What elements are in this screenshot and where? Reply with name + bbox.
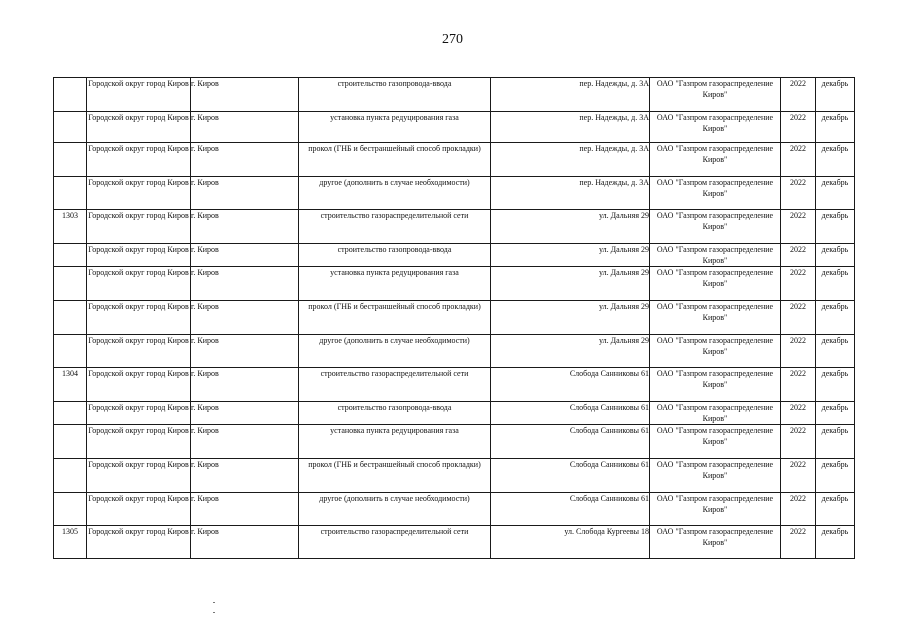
- organization-cell: ОАО "Газпром газораспределение Киров": [650, 368, 781, 402]
- organization-cell: ОАО "Газпром газораспределение Киров": [650, 210, 781, 244]
- row-number: [54, 335, 87, 368]
- table-row: [54, 78, 855, 112]
- address-cell: Слобода Санниковы 61: [491, 425, 650, 459]
- month-cell: декабрь: [816, 459, 855, 493]
- month-cell: декабрь: [816, 143, 855, 177]
- municipality-cell: Городской округ город Киров: [87, 244, 191, 267]
- work-type-cell: установка пункта редуцирования газа: [299, 267, 491, 301]
- row-number: [54, 143, 87, 177]
- work-type-cell: установка пункта редуцирования газа: [299, 112, 491, 143]
- organization-cell: ОАО "Газпром газораспределение Киров": [650, 143, 781, 177]
- year-cell: 2022: [781, 301, 816, 335]
- organization-cell: ОАО "Газпром газораспределение Киров": [650, 526, 781, 559]
- city-cell: г. Киров: [191, 112, 299, 143]
- city-cell: г. Киров: [191, 493, 299, 526]
- organization-cell: ОАО "Газпром газораспределение Киров": [650, 177, 781, 210]
- month-cell: декабрь: [816, 112, 855, 143]
- month-cell: декабрь: [816, 493, 855, 526]
- city-cell: г. Киров: [191, 244, 299, 267]
- organization-cell: ОАО "Газпром газораспределение Киров": [650, 493, 781, 526]
- row-number: [54, 459, 87, 493]
- table-row: [54, 368, 855, 402]
- row-number: [54, 493, 87, 526]
- row-number: [54, 425, 87, 459]
- municipality-cell: Городской округ город Киров: [87, 402, 191, 425]
- month-cell: декабрь: [816, 244, 855, 267]
- year-cell: 2022: [781, 177, 816, 210]
- address-cell: Слобода Санниковы 61: [491, 459, 650, 493]
- month-cell: декабрь: [816, 78, 855, 112]
- year-cell: 2022: [781, 335, 816, 368]
- month-cell: декабрь: [816, 301, 855, 335]
- table-row: [54, 459, 855, 493]
- year-cell: 2022: [781, 267, 816, 301]
- row-number: [54, 301, 87, 335]
- work-type-cell: строительство газопровода-ввода: [299, 402, 491, 425]
- municipality-cell: Городской округ город Киров: [87, 112, 191, 143]
- city-cell: г. Киров: [191, 210, 299, 244]
- city-cell: г. Киров: [191, 78, 299, 112]
- year-cell: 2022: [781, 368, 816, 402]
- work-type-cell: строительство газораспределительной сети: [299, 210, 491, 244]
- row-number: [54, 112, 87, 143]
- address-cell: ул. Дальняя 29: [491, 210, 650, 244]
- year-cell: 2022: [781, 112, 816, 143]
- city-cell: г. Киров: [191, 459, 299, 493]
- municipality-cell: Городской округ город Киров: [87, 459, 191, 493]
- table-row: [54, 143, 855, 177]
- municipality-cell: Городской округ город Киров: [87, 301, 191, 335]
- city-cell: г. Киров: [191, 526, 299, 559]
- address-cell: ул. Слобода Кургеевы 18: [491, 526, 650, 559]
- organization-cell: ОАО "Газпром газораспределение Киров": [650, 267, 781, 301]
- table-row: [54, 493, 855, 526]
- address-cell: Слобода Санниковы 61: [491, 402, 650, 425]
- municipality-cell: Городской округ город Киров: [87, 526, 191, 559]
- municipality-cell: Городской округ город Киров: [87, 78, 191, 112]
- month-cell: декабрь: [816, 335, 855, 368]
- table-row: [54, 210, 855, 244]
- year-cell: 2022: [781, 210, 816, 244]
- work-type-cell: установка пункта редуцирования газа: [299, 425, 491, 459]
- address-cell: Слобода Санниковы 61: [491, 368, 650, 402]
- municipality-cell: Городской округ город Киров: [87, 210, 191, 244]
- work-type-cell: другое (дополнить в случае необходимости): [299, 335, 491, 368]
- city-cell: г. Киров: [191, 143, 299, 177]
- work-type-cell: другое (дополнить в случае необходимости): [299, 493, 491, 526]
- row-number: [54, 402, 87, 425]
- month-cell: декабрь: [816, 267, 855, 301]
- municipality-cell: Городской округ город Киров: [87, 425, 191, 459]
- work-type-cell: другое (дополнить в случае необходимости): [299, 177, 491, 210]
- row-number: [54, 267, 87, 301]
- municipality-cell: Городской округ город Киров: [87, 177, 191, 210]
- address-cell: ул. Дальняя 29: [491, 244, 650, 267]
- address-cell: пер. Надежды, д. 3А: [491, 143, 650, 177]
- year-cell: 2022: [781, 402, 816, 425]
- table-row: [54, 244, 855, 267]
- address-cell: Слобода Санниковы 61: [491, 493, 650, 526]
- organization-cell: ОАО "Газпром газораспределение Киров": [650, 78, 781, 112]
- city-cell: г. Киров: [191, 177, 299, 210]
- year-cell: 2022: [781, 459, 816, 493]
- address-cell: пер. Надежды, д. 3А: [491, 78, 650, 112]
- municipality-cell: Городской округ город Киров: [87, 143, 191, 177]
- month-cell: декабрь: [816, 526, 855, 559]
- organization-cell: ОАО "Газпром газораспределение Киров": [650, 335, 781, 368]
- scan-speck: [213, 612, 215, 613]
- address-cell: ул. Дальняя 29: [491, 267, 650, 301]
- municipality-cell: Городской округ город Киров: [87, 493, 191, 526]
- table-row: [54, 267, 855, 301]
- work-type-cell: строительство газопровода-ввода: [299, 78, 491, 112]
- work-type-cell: строительство газораспределительной сети: [299, 526, 491, 559]
- year-cell: 2022: [781, 244, 816, 267]
- address-cell: пер. Надежды, д. 3А: [491, 177, 650, 210]
- organization-cell: ОАО "Газпром газораспределение Киров": [650, 402, 781, 425]
- table-row: [54, 177, 855, 210]
- row-number: 1305: [54, 526, 87, 559]
- year-cell: 2022: [781, 526, 816, 559]
- works-table: [53, 77, 855, 559]
- month-cell: декабрь: [816, 425, 855, 459]
- address-cell: ул. Дальняя 29: [491, 335, 650, 368]
- organization-cell: ОАО "Газпром газораспределение Киров": [650, 112, 781, 143]
- month-cell: декабрь: [816, 210, 855, 244]
- work-type-cell: прокол (ГНБ и бестраншейный способ прокладки): [299, 143, 491, 177]
- table-body: [54, 78, 855, 559]
- table-row: [54, 425, 855, 459]
- work-type-cell: строительство газопровода-ввода: [299, 244, 491, 267]
- city-cell: г. Киров: [191, 335, 299, 368]
- city-cell: г. Киров: [191, 368, 299, 402]
- row-number: 1304: [54, 368, 87, 402]
- table-row: [54, 112, 855, 143]
- municipality-cell: Городской округ город Киров: [87, 267, 191, 301]
- year-cell: 2022: [781, 78, 816, 112]
- month-cell: декабрь: [816, 177, 855, 210]
- address-cell: пер. Надежды, д. 3А: [491, 112, 650, 143]
- city-cell: г. Киров: [191, 425, 299, 459]
- row-number: [54, 177, 87, 210]
- table-row: [54, 402, 855, 425]
- municipality-cell: Городской округ город Киров: [87, 335, 191, 368]
- table-row: [54, 301, 855, 335]
- organization-cell: ОАО "Газпром газораспределение Киров": [650, 425, 781, 459]
- work-type-cell: прокол (ГНБ и бестраншейный способ прокладки): [299, 301, 491, 335]
- year-cell: 2022: [781, 493, 816, 526]
- year-cell: 2022: [781, 143, 816, 177]
- scan-speck: [213, 602, 215, 603]
- organization-cell: ОАО "Газпром газораспределение Киров": [650, 244, 781, 267]
- row-number: [54, 78, 87, 112]
- city-cell: г. Киров: [191, 402, 299, 425]
- municipality-cell: Городской округ город Киров: [87, 368, 191, 402]
- organization-cell: ОАО "Газпром газораспределение Киров": [650, 301, 781, 335]
- organization-cell: ОАО "Газпром газораспределение Киров": [650, 459, 781, 493]
- month-cell: декабрь: [816, 402, 855, 425]
- row-number: 1303: [54, 210, 87, 244]
- city-cell: г. Киров: [191, 301, 299, 335]
- year-cell: 2022: [781, 425, 816, 459]
- work-type-cell: прокол (ГНБ и бестраншейный способ прокладки): [299, 459, 491, 493]
- table-row: [54, 335, 855, 368]
- row-number: [54, 244, 87, 267]
- city-cell: г. Киров: [191, 267, 299, 301]
- month-cell: декабрь: [816, 368, 855, 402]
- table-row: [54, 526, 855, 559]
- page-number: 270: [442, 32, 463, 47]
- address-cell: ул. Дальняя 29: [491, 301, 650, 335]
- work-type-cell: строительство газораспределительной сети: [299, 368, 491, 402]
